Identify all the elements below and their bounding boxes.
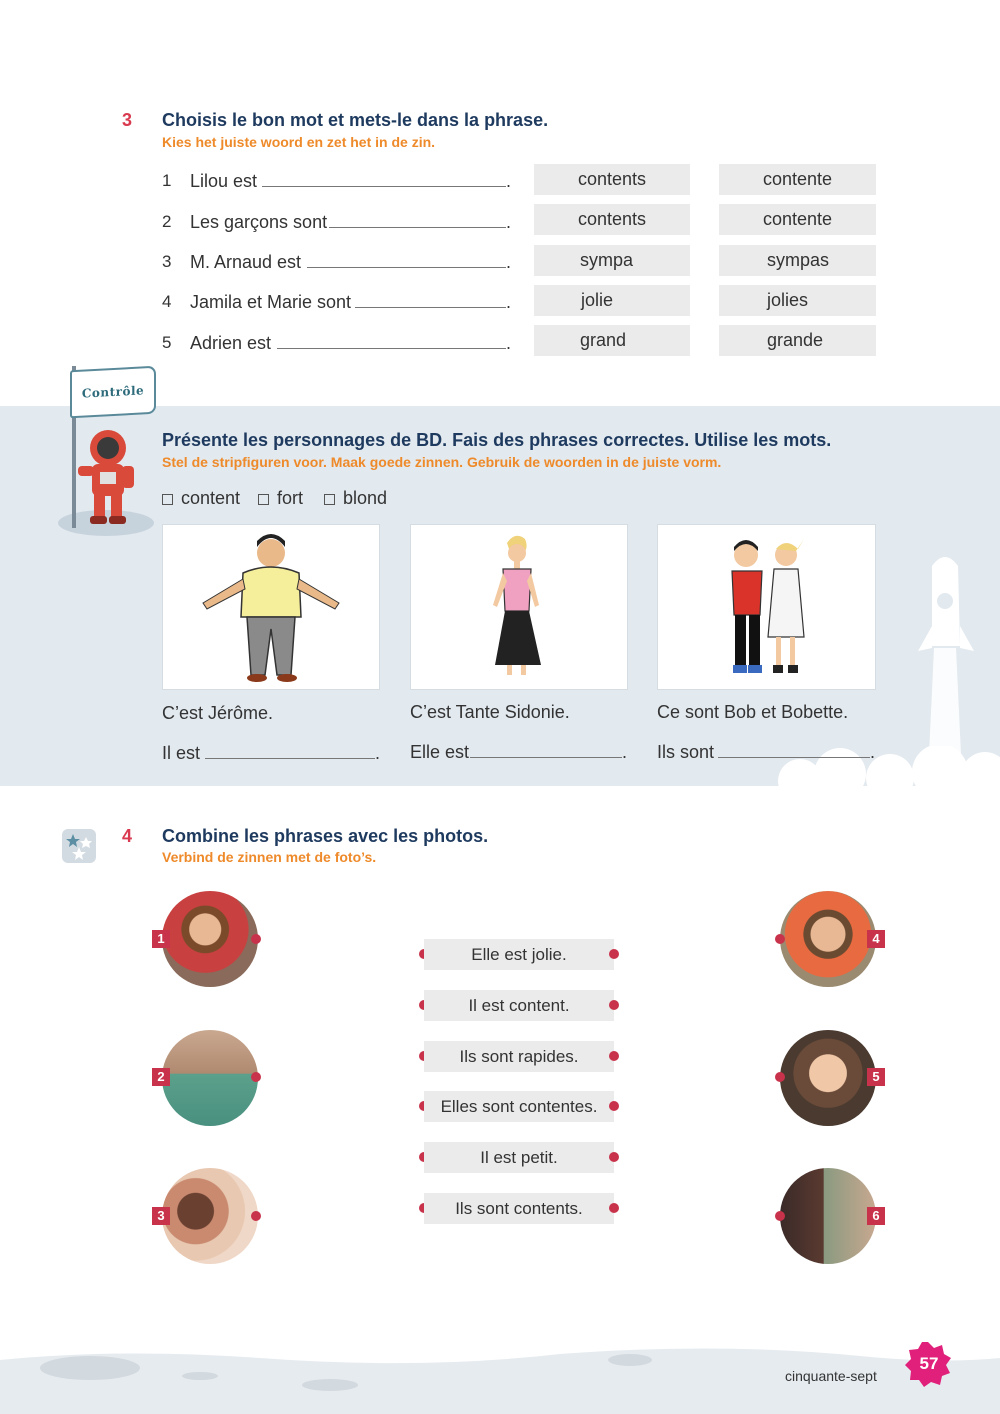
character-caption: Ce sont Bob et Bobette. — [657, 702, 849, 722]
sentence-prompt: Ils sont — [657, 742, 715, 762]
exercise-3-subtitle: Kies het juiste woord en zet het in de zin. — [162, 134, 436, 150]
connector-dot[interactable] — [775, 1072, 785, 1082]
connector-dot[interactable] — [251, 934, 261, 944]
photo-smiling-boy — [780, 891, 876, 987]
row-sentence: Lilou est — [190, 171, 258, 191]
connector-dot[interactable] — [775, 1211, 785, 1221]
photo-number-badge: 6 — [867, 1207, 885, 1225]
character-illustration-icon — [163, 525, 379, 689]
choice-option[interactable]: jolies — [719, 285, 876, 316]
word-label: blond — [343, 488, 388, 508]
row-number: 4 — [162, 292, 172, 311]
sentence-option[interactable]: Elle est jolie. — [424, 939, 614, 970]
photo-kids-running — [162, 1030, 258, 1126]
connector-dot[interactable] — [609, 1000, 619, 1010]
answer-blank[interactable] — [355, 307, 506, 308]
checkbox-icon[interactable] — [258, 494, 269, 505]
sentence-option[interactable]: Elles sont contentes. — [424, 1091, 614, 1122]
answer-blank[interactable] — [470, 757, 622, 758]
connector-dot[interactable] — [609, 1051, 619, 1061]
answer-blank[interactable] — [307, 267, 506, 268]
word-checkbox-item[interactable] — [324, 488, 387, 509]
sentence-period: . — [870, 742, 876, 762]
photo-number-badge: 1 — [152, 930, 170, 948]
connector-dot[interactable] — [251, 1072, 261, 1082]
connector-dot[interactable] — [609, 949, 619, 959]
word-label: fort — [277, 488, 304, 508]
checkbox-icon[interactable] — [324, 494, 335, 505]
comic-character-image-jerome — [162, 524, 380, 690]
choice-option[interactable]: sympas — [719, 245, 876, 276]
controle-flag — [70, 366, 156, 419]
comic-character-image-sidonie — [410, 524, 628, 690]
photo-number-badge: 3 — [152, 1207, 170, 1225]
comic-character-image-bob-bobette — [657, 524, 876, 690]
connector-dot[interactable] — [251, 1211, 261, 1221]
row-period: . — [506, 292, 512, 312]
character-caption: C’est Tante Sidonie. — [410, 702, 570, 722]
connector-dot[interactable] — [609, 1203, 619, 1213]
photo-smiling-girl — [780, 1030, 876, 1126]
exercise-3-number: 3 — [122, 110, 133, 130]
cloud-decoration-icon — [770, 746, 1000, 786]
exercise-4-title: Combine les phrases avec les photos. — [162, 826, 489, 846]
exercise-3-title: Choisis le bon mot et mets-le dans la phrase. — [162, 110, 549, 130]
difficulty-stars-badge — [62, 829, 96, 863]
sentence-period: . — [622, 742, 628, 762]
row-number: 5 — [162, 333, 172, 352]
photo-number-badge: 5 — [867, 1068, 885, 1086]
connector-dot[interactable] — [609, 1101, 619, 1111]
row-sentence: M. Arnaud est — [190, 252, 302, 272]
row-sentence: Jamila et Marie sont — [190, 292, 352, 312]
character-illustration-icon — [411, 525, 627, 689]
connector-dot[interactable] — [609, 1152, 619, 1162]
controle-title: Présente les personnages de BD. Fais des phrases correctes. Utilise les mots. — [162, 430, 832, 450]
photo-two-girls — [162, 1168, 258, 1264]
astronaut-icon — [66, 426, 146, 526]
sentence-option[interactable]: Ils sont rapides. — [424, 1041, 614, 1072]
answer-blank[interactable] — [329, 227, 506, 228]
star-icon — [62, 829, 96, 863]
row-number: 3 — [162, 252, 172, 271]
answer-blank[interactable] — [277, 348, 506, 349]
sentence-option[interactable]: Il est content. — [424, 990, 614, 1021]
sentence-prompt: Il est — [162, 743, 201, 763]
page-number-words: cinquante-sept — [785, 1368, 877, 1384]
word-checkbox-item[interactable] — [258, 488, 303, 509]
choice-option[interactable]: contents — [534, 204, 690, 235]
photo-number-badge: 4 — [867, 930, 885, 948]
connector-dot[interactable] — [775, 934, 785, 944]
row-period: . — [506, 212, 512, 232]
choice-option[interactable]: sympa — [534, 245, 690, 276]
choice-option[interactable]: contente — [719, 204, 876, 235]
sentence-prompt: Elle est — [410, 742, 470, 762]
character-illustration-icon — [658, 525, 875, 689]
choice-option[interactable]: grande — [719, 325, 876, 356]
exercise-4-subtitle: Verbind de zinnen met de foto’s. — [162, 849, 377, 865]
row-number: 2 — [162, 212, 172, 231]
word-label: content — [181, 488, 241, 508]
controle-subtitle: Stel de stripfiguren voor. Maak goede zinnen. Gebruik de woorden in de juiste vorm. — [162, 454, 722, 470]
word-checkbox-item[interactable] — [162, 488, 240, 509]
page-number: 57 — [919, 1354, 939, 1373]
sentence-option[interactable]: Ils sont contents. — [424, 1193, 614, 1224]
sentence-period: . — [375, 743, 381, 763]
choice-option[interactable]: contents — [534, 164, 690, 195]
controle-flag-label: Contrôle — [81, 383, 145, 401]
character-caption: C’est Jérôme. — [162, 703, 274, 723]
answer-blank[interactable] — [718, 757, 870, 758]
choice-option[interactable]: contente — [719, 164, 876, 195]
photo-two-young-adults — [780, 1168, 876, 1264]
answer-blank[interactable] — [262, 186, 506, 187]
row-number: 1 — [162, 171, 172, 190]
exercise-4-number: 4 — [122, 826, 133, 846]
row-period: . — [506, 171, 512, 191]
row-sentence: Adrien est — [190, 333, 272, 353]
photo-boy-red-shirt — [162, 891, 258, 987]
row-period: . — [506, 252, 512, 272]
sentence-option[interactable]: Il est petit. — [424, 1142, 614, 1173]
choice-option[interactable]: grand — [534, 325, 690, 356]
choice-option[interactable]: jolie — [534, 285, 690, 316]
row-sentence: Les garçons sont — [190, 212, 328, 232]
photo-number-badge: 2 — [152, 1068, 170, 1086]
answer-blank[interactable] — [205, 758, 375, 759]
checkbox-icon[interactable] — [162, 494, 173, 505]
row-period: . — [506, 333, 512, 353]
